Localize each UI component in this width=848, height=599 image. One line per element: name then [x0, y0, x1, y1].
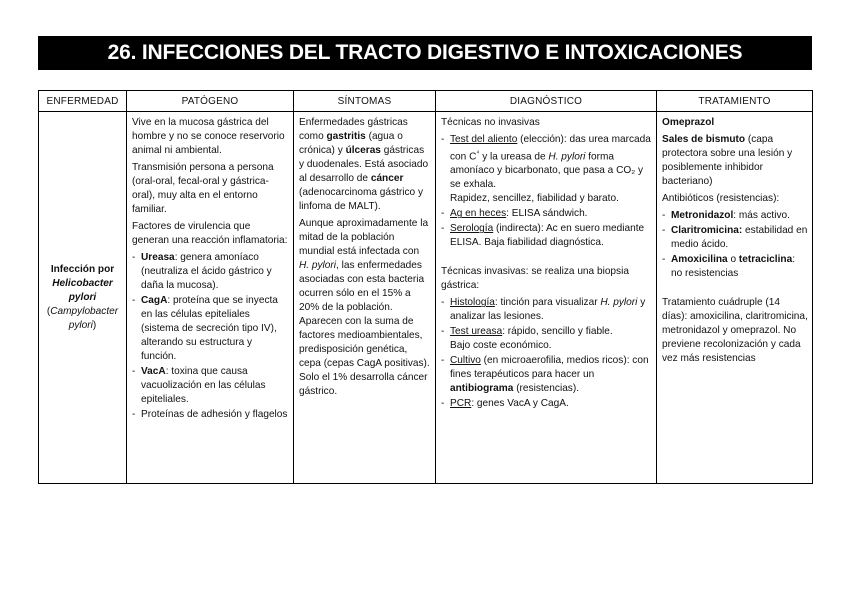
disease-table: [38, 90, 813, 484]
disease-name-line2: Helicobacter: [52, 277, 113, 289]
list-item: - Cultivo (en microaerofilia, medios ricos): con fines terapéuticos para hacer un antibiograma (resistencias).: [441, 354, 652, 396]
list-item: - Serología (indirecta): Ac en suero mediante ELISA. Baja fiabilidad diagnóstica.: [441, 222, 652, 250]
table-row: [39, 112, 813, 484]
pathogen-habitat: Vive en la mucosa gástrica del hombre y no se conoce reservorio animal ni ambiental.: [132, 117, 285, 156]
treatment-omeprazol: Omeprazol: [662, 117, 715, 128]
invasive-title: Técnicas invasivas: se realiza una biopsia gástrica:: [441, 266, 629, 292]
treatment-antibiotics-title: Antibióticos (resistencias):: [662, 193, 780, 204]
treatment-bismuth: Sales de bismuto (capa protectora sobre una lesión y posiblemente inhibidor bacteriano): [662, 134, 793, 187]
list-item: - Ag en heces: ELISA sándwich.: [441, 207, 652, 221]
pathogen-transmission: Transmisión persona a persona (oral-oral, fecal-oral y gástrica-oral), muy alta en el entorno familiar.: [132, 162, 274, 215]
treatment-cell: [657, 112, 813, 484]
symptoms-diseases: Enfermedades gástricas como gastritis (agua o crónica) y úlceras gástricas y duodenales. Está asociado al desarrollo de cáncer (adenocarcinoma gástrico y linfoma de MALT).: [299, 117, 429, 212]
pathogen-virulence-intro: Factores de virulencia que generan una reacción inflamatoria:: [132, 221, 288, 246]
header-row: [39, 91, 813, 112]
list-item: - Metronidazol: más activo.: [662, 209, 808, 223]
disease-name-line3: pylori: [68, 291, 97, 303]
header-diagnostico: DIAGNÓSTICO: [436, 91, 657, 112]
list-item: - Ureasa: genera amoníaco (neutraliza el ácido gástrico y daña la mucosa).: [132, 251, 289, 293]
list-item: - PCR: genes VacA y CagA.: [441, 397, 652, 411]
diagnosis-cell: [436, 112, 657, 484]
list-item: - Histología: tinción para visualizar H. pylori y analizar las lesiones.: [441, 296, 652, 324]
invasive-list: [441, 296, 652, 411]
header-patogeno: PATÓGENO: [127, 91, 294, 112]
list-item: - VacA: toxina que causa vacuolización en las células epiteliales.: [132, 365, 289, 407]
list-item: - Proteínas de adhesión y flagelos: [132, 408, 289, 422]
list-item: - Test del aliento (elección): das urea marcada con $C^{^4}$ y la ureasa de H. pylori forma amoníaco y bicarbonato, que pasa a CO₂ y se exhala. Rapidez, sencillez, fiabilidad y barato.: [441, 133, 652, 206]
header-enfermedad: ENFERMEDAD: [39, 91, 127, 112]
symptoms-cell: [294, 112, 436, 484]
header-sintomas: SÍNTOMAS: [294, 91, 436, 112]
disease-alt-name: (Campylobacter pylori): [46, 305, 119, 331]
symptoms-epidemiology: Aunque aproximadamente la mitad de la población mundial está infectada con H. pylori, las enfermedades asociadas con esta bacteria ocurren sólo en el 15% a 20% de la población. Aparecen con la suma de factores medioambientales, predisposición genética, cepa (cepas CagA positivas). Solo el 1% desarrolla cáncer gástrico.: [299, 218, 430, 397]
noninvasive-title: Técnicas no invasivas: [441, 117, 540, 128]
pathogen-cell: [127, 112, 294, 484]
noninvasive-list: [441, 133, 652, 250]
list-item: - CagA: proteína que se inyecta en las células epiteliales (sistema de secreción tipo IV), alterando su estructura y función.: [132, 294, 289, 364]
page-title: 26. INFECCIONES DEL TRACTO DIGESTIVO E INTOXICACIONES: [107, 41, 743, 64]
title-bar: [38, 36, 812, 70]
disease-cell: [39, 112, 127, 484]
list-item: - Claritromicina: estabilidad en medio ácido.: [662, 224, 808, 252]
antibiotics-list: [662, 209, 808, 281]
list-item: - Test ureasa: rápido, sencillo y fiable. Bajo coste económico.: [441, 325, 652, 353]
list-item: - Amoxicilina o tetraciclina: no resistencias: [662, 253, 808, 281]
treatment-quadruple: Tratamiento cuádruple (14 días): amoxicilina, claritromicina, metronidazol y omeprazol. No previene recolonización y cada vez más resistencias: [662, 297, 808, 364]
disease-name-line1: Infección por: [50, 263, 115, 275]
virulence-list: [132, 251, 289, 422]
header-tratamiento: TRATAMIENTO: [657, 91, 813, 112]
